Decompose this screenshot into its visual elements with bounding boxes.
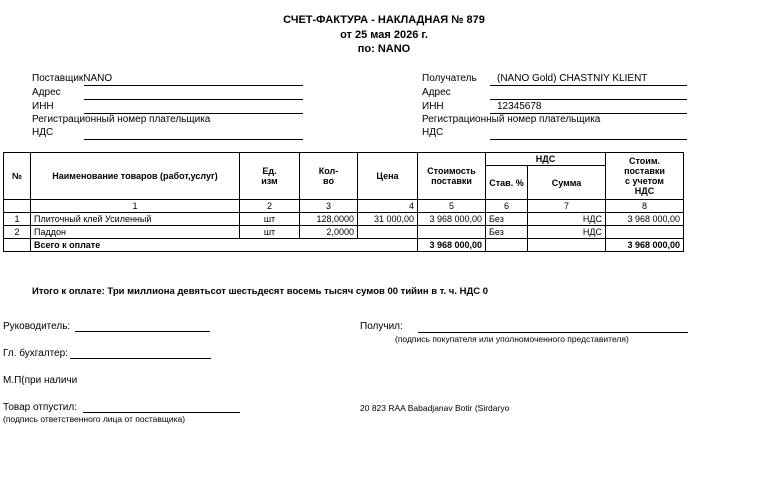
supplier-address-label: Адрес xyxy=(32,87,61,98)
supplier-vat-label: НДС xyxy=(32,127,54,138)
row-total xyxy=(606,226,684,239)
recipient-name-line xyxy=(490,85,687,86)
row-total: 3 968 000,00 xyxy=(606,213,684,226)
row-name: Паддон xyxy=(31,226,240,239)
supplier-inn-label: ИНН xyxy=(32,101,54,112)
row-vat-sum: НДС xyxy=(528,213,606,226)
invoice-table xyxy=(3,152,684,252)
received-signature-line xyxy=(418,332,688,333)
recipient-label: Получатель xyxy=(422,73,477,84)
supplier-label: ПоставщикNANO xyxy=(32,73,113,84)
col-number: 3 xyxy=(300,200,358,213)
col-number: 1 xyxy=(31,200,240,213)
col-number: 8 xyxy=(606,200,684,213)
row-num: 1 xyxy=(4,213,31,226)
col-price-header: Цена xyxy=(358,153,418,200)
row-vat-rate: Без xyxy=(486,213,528,226)
director-label: Руководитель: xyxy=(3,321,71,332)
supplier-reg-label: Регистрационный номер плательщика xyxy=(32,114,211,125)
released-label: Товар отпустил: xyxy=(3,402,77,413)
recipient-vat-line xyxy=(490,139,687,140)
col-number: 4 xyxy=(358,200,418,213)
total-cost: 3 968 000,00 xyxy=(418,239,486,252)
recipient-address-label: Адрес xyxy=(422,87,451,98)
column-number-row xyxy=(4,200,684,213)
row-unit: шт xyxy=(240,213,300,226)
row-num: 2 xyxy=(4,226,31,239)
accountant-label: Гл. бухгалтер: xyxy=(3,348,68,359)
invoice-title: СЧЕТ-ФАКТУРА - НАКЛАДНАЯ № 879 xyxy=(283,14,485,26)
row-price: 31 000,00 xyxy=(358,213,418,226)
row-qty: 128,0000 xyxy=(300,213,358,226)
director-signature-line xyxy=(75,331,210,332)
col-total-header: Стоим. поставки с учетом НДС xyxy=(606,153,684,200)
recipient-vat-label: НДС xyxy=(422,127,444,138)
row-price xyxy=(358,226,418,239)
supplier-vat-line xyxy=(84,139,303,140)
col-vat-rate-header: Став. % xyxy=(486,166,528,200)
stamp-label: М.П(при наличи xyxy=(3,375,78,386)
received-label: Получил: xyxy=(360,321,403,332)
row-vat-sum: НДС xyxy=(528,226,606,239)
col-cost-header: Стоимость поставки xyxy=(418,153,486,200)
row-cost xyxy=(418,226,486,239)
col-unit-header: Ед. изм xyxy=(240,153,300,200)
row-qty: 2,0000 xyxy=(300,226,358,239)
row-vat-rate: Без xyxy=(486,226,528,239)
row-unit: шт xyxy=(240,226,300,239)
released-signature-line xyxy=(83,412,240,413)
invoice-issuer: по: NANO xyxy=(357,43,411,55)
recipient-inn-label: ИНН xyxy=(422,101,444,112)
total-sum: 3 968 000,00 xyxy=(606,239,684,252)
supplier-name: NANO xyxy=(83,73,113,84)
col-num-header: № xyxy=(4,153,31,200)
col-vat-sum-header: Сумма xyxy=(528,166,606,200)
received-note: (подпись покупателя или уполномоченного представителя) xyxy=(395,334,629,344)
payment-text: Итого к оплате: Три миллиона девятьсот шестьдесят восемь тысяч сумов 00 тийин в т. ч. НДС 0 xyxy=(32,286,489,297)
total-label: Всего к оплате xyxy=(31,239,418,252)
supplier-address-line xyxy=(84,99,303,100)
col-number: 2 xyxy=(240,200,300,213)
recipient-reg-label: Регистрационный номер плательщика xyxy=(422,114,601,125)
recipient-inn-value: 12345678 xyxy=(497,101,542,112)
supplier-name-line xyxy=(84,85,303,86)
row-name: Плиточный клей Усиленный xyxy=(31,213,240,226)
total-row xyxy=(4,239,684,252)
table-row xyxy=(4,226,684,239)
table-row xyxy=(4,213,684,226)
col-number: 5 xyxy=(418,200,486,213)
col-number: 6 xyxy=(486,200,528,213)
row-cost: 3 968 000,00 xyxy=(418,213,486,226)
received-info: 20 823 RAA Babadjanav Botir (Sirdaryo xyxy=(360,403,510,413)
released-note: (подпись ответственного лица от поставщика) xyxy=(3,414,186,424)
col-vat-group-header: НДС xyxy=(486,153,606,166)
invoice-date: от 25 мая 2026 г. xyxy=(340,29,428,41)
col-number: 7 xyxy=(528,200,606,213)
col-name-header: Наименование товаров (работ,услуг) xyxy=(31,153,240,200)
recipient-name: (NANO Gold) CHASTNIY KLIENT xyxy=(497,73,648,84)
col-qty-header: Кол- во xyxy=(300,153,358,200)
recipient-address-line xyxy=(490,99,687,100)
accountant-signature-line xyxy=(70,358,211,359)
table-header-row xyxy=(4,153,684,166)
